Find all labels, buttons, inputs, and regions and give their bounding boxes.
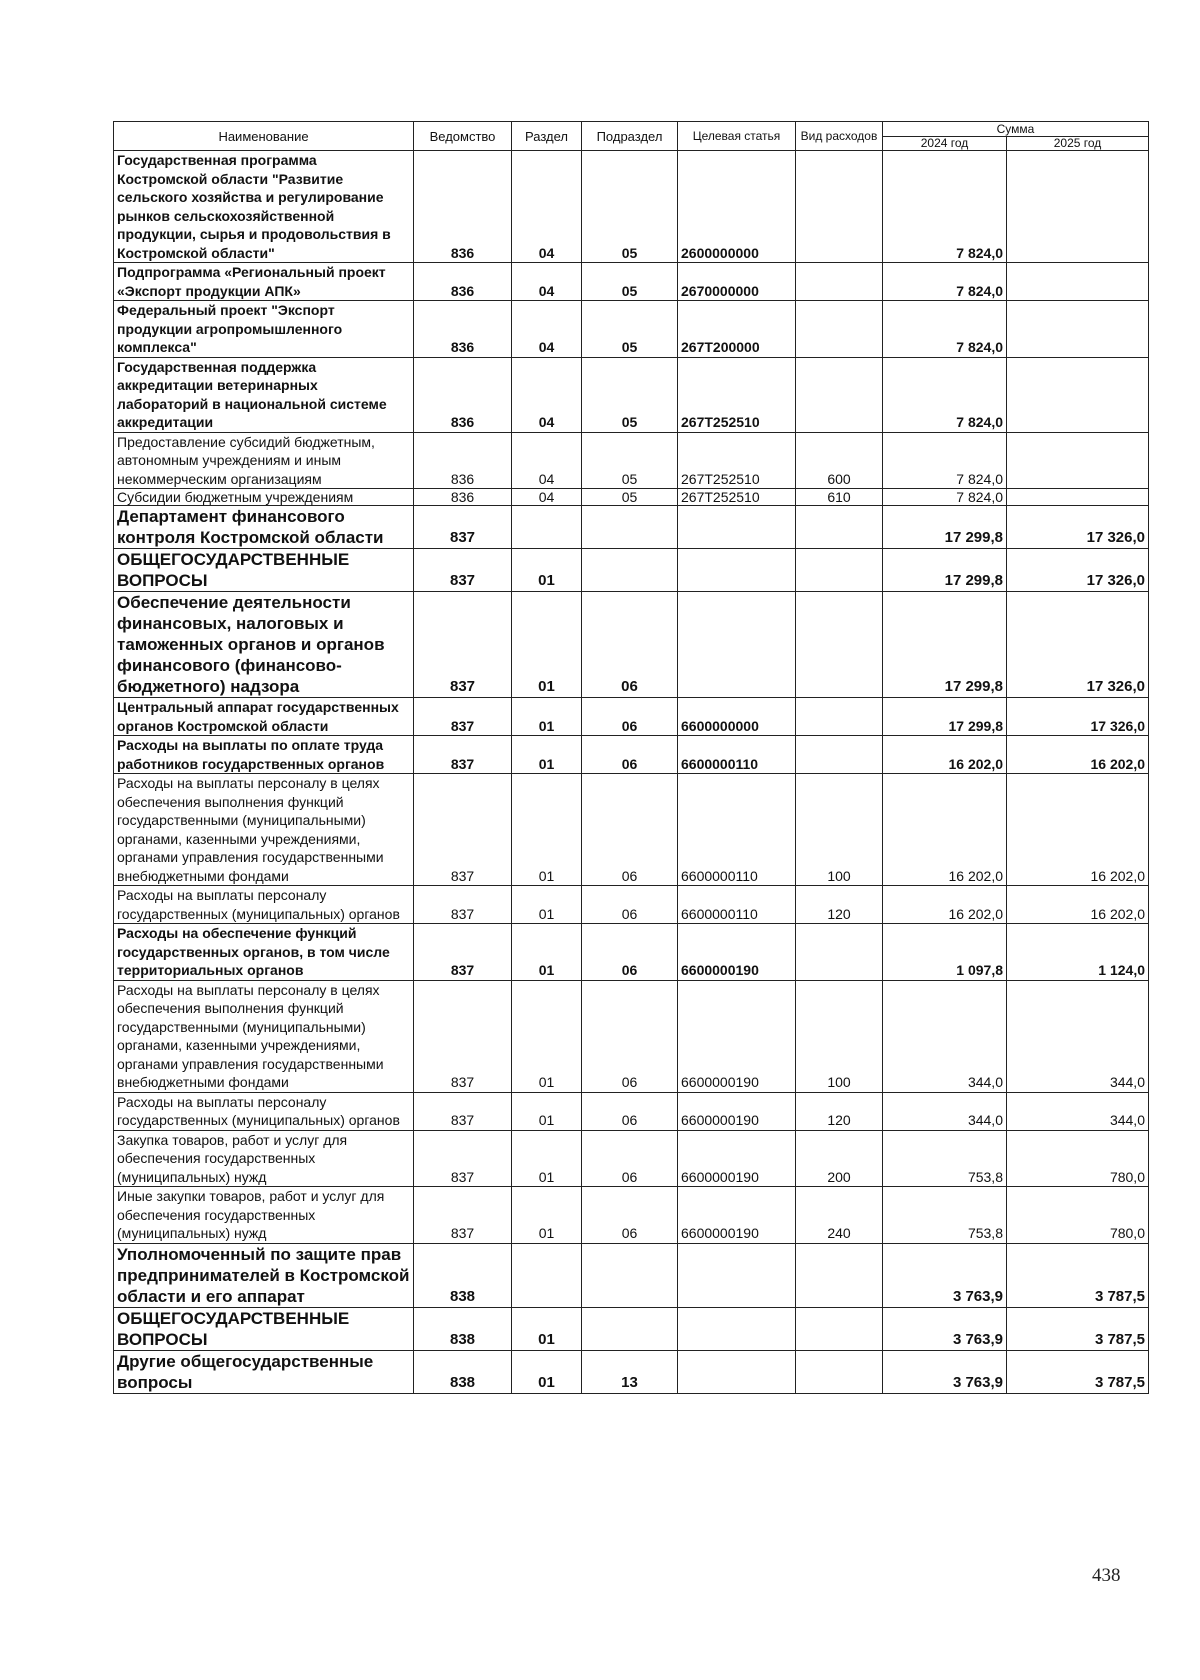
table-row [114, 151, 1149, 263]
row-razdel [512, 1243, 582, 1307]
table-row [114, 357, 1149, 432]
row-vid: 240 [796, 1187, 883, 1244]
row-podrazdel: 05 [582, 357, 678, 432]
table-row [114, 263, 1149, 301]
row-razdel: 04 [512, 151, 582, 263]
row-ved: 836 [414, 432, 512, 489]
header-name: Наименование [114, 122, 414, 151]
row-vid: 100 [796, 980, 883, 1092]
row-2025: 16 202,0 [1007, 736, 1149, 774]
row-razdel: 01 [512, 980, 582, 1092]
row-celevaya [678, 506, 796, 549]
row-2025: 17 326,0 [1007, 549, 1149, 592]
row-2025 [1007, 432, 1149, 489]
row-name: Государственная программа Костромской области "Развитие сельского хозяйства и регулирование рынков сельскохозяйственной продукции, сырья и продовольствия в Костромской области" [114, 151, 414, 263]
header-2024: 2024 год [883, 137, 1007, 151]
row-2025: 780,0 [1007, 1187, 1149, 1244]
row-razdel [512, 506, 582, 549]
row-podrazdel: 06 [582, 924, 678, 981]
row-vid: 600 [796, 432, 883, 489]
row-podrazdel: 06 [582, 1130, 678, 1187]
row-razdel: 04 [512, 301, 582, 358]
row-2024: 753,8 [883, 1130, 1007, 1187]
table-header [114, 122, 1149, 151]
row-2024: 1 097,8 [883, 924, 1007, 981]
row-name: Центральный аппарат государственных органов Костромской области [114, 698, 414, 736]
row-ved: 837 [414, 980, 512, 1092]
row-name: Подпрограмма «Региональный проект «Экспорт продукции АПК» [114, 263, 414, 301]
row-vid: 100 [796, 774, 883, 886]
row-podrazdel: 05 [582, 151, 678, 263]
row-razdel: 04 [512, 432, 582, 489]
row-vid [796, 924, 883, 981]
table-row [114, 549, 1149, 592]
row-name: Расходы на выплаты персоналу государственных (муниципальных) органов [114, 1092, 414, 1130]
row-celevaya: 267T252510 [678, 489, 796, 506]
row-2025: 16 202,0 [1007, 774, 1149, 886]
row-ved: 837 [414, 774, 512, 886]
row-celevaya: 267T252510 [678, 432, 796, 489]
row-vid [796, 592, 883, 698]
row-ved: 836 [414, 357, 512, 432]
row-vid: 120 [796, 886, 883, 924]
row-razdel: 01 [512, 1092, 582, 1130]
row-name: Расходы на обеспечение функций государственных органов, в том числе территориальных органов [114, 924, 414, 981]
row-2024: 17 299,8 [883, 592, 1007, 698]
row-2025: 780,0 [1007, 1130, 1149, 1187]
row-2024: 3 763,9 [883, 1350, 1007, 1393]
row-razdel: 01 [512, 886, 582, 924]
table-row [114, 1350, 1149, 1393]
row-razdel: 04 [512, 489, 582, 506]
row-2024: 344,0 [883, 980, 1007, 1092]
row-2024: 753,8 [883, 1187, 1007, 1244]
row-podrazdel: 05 [582, 489, 678, 506]
row-razdel: 01 [512, 698, 582, 736]
row-2025: 1 124,0 [1007, 924, 1149, 981]
header-summa: Сумма [883, 122, 1149, 137]
row-2024: 16 202,0 [883, 774, 1007, 886]
row-podrazdel: 05 [582, 263, 678, 301]
row-razdel: 01 [512, 1187, 582, 1244]
row-podrazdel: 06 [582, 592, 678, 698]
row-podrazdel: 06 [582, 774, 678, 886]
row-vid [796, 263, 883, 301]
page-number: 438 [1092, 1565, 1121, 1586]
row-name: Расходы на выплаты персоналу в целях обеспечения выполнения функций государственными (муниципальными) органами, казенными учреждениями, органами управления государственными внебюджетными фондами [114, 980, 414, 1092]
table-row [114, 489, 1149, 506]
row-name: Расходы на выплаты персоналу в целях обеспечения выполнения функций государственными (муниципальными) органами, казенными учреждениями, органами управления государственными внебюджетными фондами [114, 774, 414, 886]
row-razdel: 01 [512, 924, 582, 981]
row-razdel: 01 [512, 592, 582, 698]
row-ved: 838 [414, 1243, 512, 1307]
table-row [114, 774, 1149, 886]
row-ved: 838 [414, 1350, 512, 1393]
table-row [114, 1307, 1149, 1350]
row-2025: 3 787,5 [1007, 1307, 1149, 1350]
row-vid [796, 1243, 883, 1307]
row-2024: 3 763,9 [883, 1243, 1007, 1307]
table-row [114, 1243, 1149, 1307]
row-2025: 344,0 [1007, 1092, 1149, 1130]
row-vid: 200 [796, 1130, 883, 1187]
row-celevaya: 6600000000 [678, 698, 796, 736]
row-vid [796, 549, 883, 592]
row-2024: 16 202,0 [883, 736, 1007, 774]
table-row [114, 698, 1149, 736]
row-ved: 837 [414, 886, 512, 924]
row-ved: 837 [414, 592, 512, 698]
row-podrazdel [582, 1307, 678, 1350]
table-row [114, 1187, 1149, 1244]
row-vid: 120 [796, 1092, 883, 1130]
row-name: Предоставление субсидий бюджетным, автономным учреждениям и иным некоммерческим организациям [114, 432, 414, 489]
row-razdel: 01 [512, 549, 582, 592]
row-celevaya: 6600000190 [678, 1092, 796, 1130]
row-name: Расходы на выплаты персоналу государственных (муниципальных) органов [114, 886, 414, 924]
row-celevaya: 6600000190 [678, 980, 796, 1092]
row-celevaya [678, 1243, 796, 1307]
row-podrazdel [582, 549, 678, 592]
row-2025: 3 787,5 [1007, 1243, 1149, 1307]
row-2024: 17 299,8 [883, 549, 1007, 592]
row-vid [796, 1350, 883, 1393]
row-2024: 17 299,8 [883, 698, 1007, 736]
table-body [114, 151, 1149, 1394]
row-2024: 7 824,0 [883, 263, 1007, 301]
row-name: Иные закупки товаров, работ и услуг для обеспечения государственных (муниципальных) нужд [114, 1187, 414, 1244]
row-ved: 836 [414, 263, 512, 301]
row-ved: 837 [414, 549, 512, 592]
row-podrazdel [582, 506, 678, 549]
row-name: Федеральный проект "Экспорт продукции агропромышленного комплекса" [114, 301, 414, 358]
row-2024: 7 824,0 [883, 489, 1007, 506]
row-name: ОБЩЕГОСУДАРСТВЕННЫЕ ВОПРОСЫ [114, 1307, 414, 1350]
row-vid: 610 [796, 489, 883, 506]
table-row [114, 432, 1149, 489]
row-razdel: 01 [512, 774, 582, 886]
table-row [114, 1092, 1149, 1130]
row-celevaya: 2670000000 [678, 263, 796, 301]
row-razdel: 01 [512, 1350, 582, 1393]
row-2025: 3 787,5 [1007, 1350, 1149, 1393]
row-2024: 7 824,0 [883, 151, 1007, 263]
table-row [114, 592, 1149, 698]
row-ved: 837 [414, 506, 512, 549]
row-name: ОБЩЕГОСУДАРСТВЕННЫЕ ВОПРОСЫ [114, 549, 414, 592]
row-2025: 17 326,0 [1007, 698, 1149, 736]
row-podrazdel: 06 [582, 698, 678, 736]
row-razdel: 01 [512, 736, 582, 774]
row-celevaya [678, 1350, 796, 1393]
table-row [114, 980, 1149, 1092]
row-celevaya: 267T252510 [678, 357, 796, 432]
header-razdel: Раздел [512, 122, 582, 151]
row-2024: 7 824,0 [883, 301, 1007, 358]
row-razdel: 04 [512, 263, 582, 301]
row-2025 [1007, 301, 1149, 358]
table-row [114, 924, 1149, 981]
row-podrazdel: 06 [582, 1187, 678, 1244]
budget-sheet [113, 121, 1148, 1394]
row-ved: 836 [414, 151, 512, 263]
table-row [114, 886, 1149, 924]
row-podrazdel [582, 1243, 678, 1307]
row-name: Уполномоченный по защите прав предпринимателей в Костромской области и его аппарат [114, 1243, 414, 1307]
row-podrazdel: 06 [582, 1092, 678, 1130]
row-podrazdel: 13 [582, 1350, 678, 1393]
row-vid [796, 301, 883, 358]
row-ved: 837 [414, 698, 512, 736]
table-row [114, 301, 1149, 358]
table-row [114, 736, 1149, 774]
row-name: Государственная поддержка аккредитации ветеринарных лабораторий в национальной системе аккредитации [114, 357, 414, 432]
row-celevaya: 6600000190 [678, 1130, 796, 1187]
row-ved: 837 [414, 736, 512, 774]
row-podrazdel: 05 [582, 432, 678, 489]
header-celevaya: Целевая статья [678, 122, 796, 151]
row-celevaya: 2600000000 [678, 151, 796, 263]
row-name: Расходы на выплаты по оплате труда работников государственных органов [114, 736, 414, 774]
row-name: Обеспечение деятельности финансовых, налоговых и таможенных органов и органов финансового (финансово-бюджетного) надзора [114, 592, 414, 698]
row-celevaya: 6600000110 [678, 886, 796, 924]
row-podrazdel: 06 [582, 980, 678, 1092]
row-ved: 837 [414, 924, 512, 981]
row-2025: 17 326,0 [1007, 592, 1149, 698]
row-podrazdel: 05 [582, 301, 678, 358]
row-name: Субсидии бюджетным учреждениям [114, 489, 414, 506]
row-vid [796, 698, 883, 736]
header-2025: 2025 год [1007, 137, 1149, 151]
row-2025 [1007, 151, 1149, 263]
row-2024: 344,0 [883, 1092, 1007, 1130]
row-2024: 16 202,0 [883, 886, 1007, 924]
row-2024: 7 824,0 [883, 357, 1007, 432]
row-vid [796, 357, 883, 432]
row-celevaya: 6600000110 [678, 774, 796, 886]
row-vid [796, 1307, 883, 1350]
row-celevaya: 6600000190 [678, 924, 796, 981]
row-2025 [1007, 489, 1149, 506]
row-razdel: 04 [512, 357, 582, 432]
row-name: Другие общегосударственные вопросы [114, 1350, 414, 1393]
row-razdel: 01 [512, 1307, 582, 1350]
row-ved: 837 [414, 1187, 512, 1244]
row-vid [796, 736, 883, 774]
row-2025: 344,0 [1007, 980, 1149, 1092]
row-2024: 17 299,8 [883, 506, 1007, 549]
row-2025 [1007, 263, 1149, 301]
row-podrazdel: 06 [582, 886, 678, 924]
row-name: Закупка товаров, работ и услуг для обеспечения государственных (муниципальных) нужд [114, 1130, 414, 1187]
row-ved: 837 [414, 1092, 512, 1130]
row-ved: 837 [414, 1130, 512, 1187]
row-celevaya [678, 1307, 796, 1350]
budget-table [113, 121, 1149, 1394]
row-celevaya: 6600000110 [678, 736, 796, 774]
row-celevaya [678, 592, 796, 698]
row-name: Департамент финансового контроля Костромской области [114, 506, 414, 549]
row-podrazdel: 06 [582, 736, 678, 774]
row-2025: 16 202,0 [1007, 886, 1149, 924]
row-ved: 836 [414, 301, 512, 358]
row-ved: 836 [414, 489, 512, 506]
row-vid [796, 506, 883, 549]
row-celevaya: 267T200000 [678, 301, 796, 358]
header-vid: Вид расходов [796, 122, 883, 151]
row-2025: 17 326,0 [1007, 506, 1149, 549]
row-vid [796, 151, 883, 263]
row-razdel: 01 [512, 1130, 582, 1187]
row-2025 [1007, 357, 1149, 432]
header-vedomstvo: Ведомство [414, 122, 512, 151]
row-2024: 3 763,9 [883, 1307, 1007, 1350]
table-row [114, 506, 1149, 549]
row-ved: 838 [414, 1307, 512, 1350]
row-celevaya: 6600000190 [678, 1187, 796, 1244]
row-2024: 7 824,0 [883, 432, 1007, 489]
table-row [114, 1130, 1149, 1187]
row-celevaya [678, 549, 796, 592]
header-podrazdel: Подраздел [582, 122, 678, 151]
